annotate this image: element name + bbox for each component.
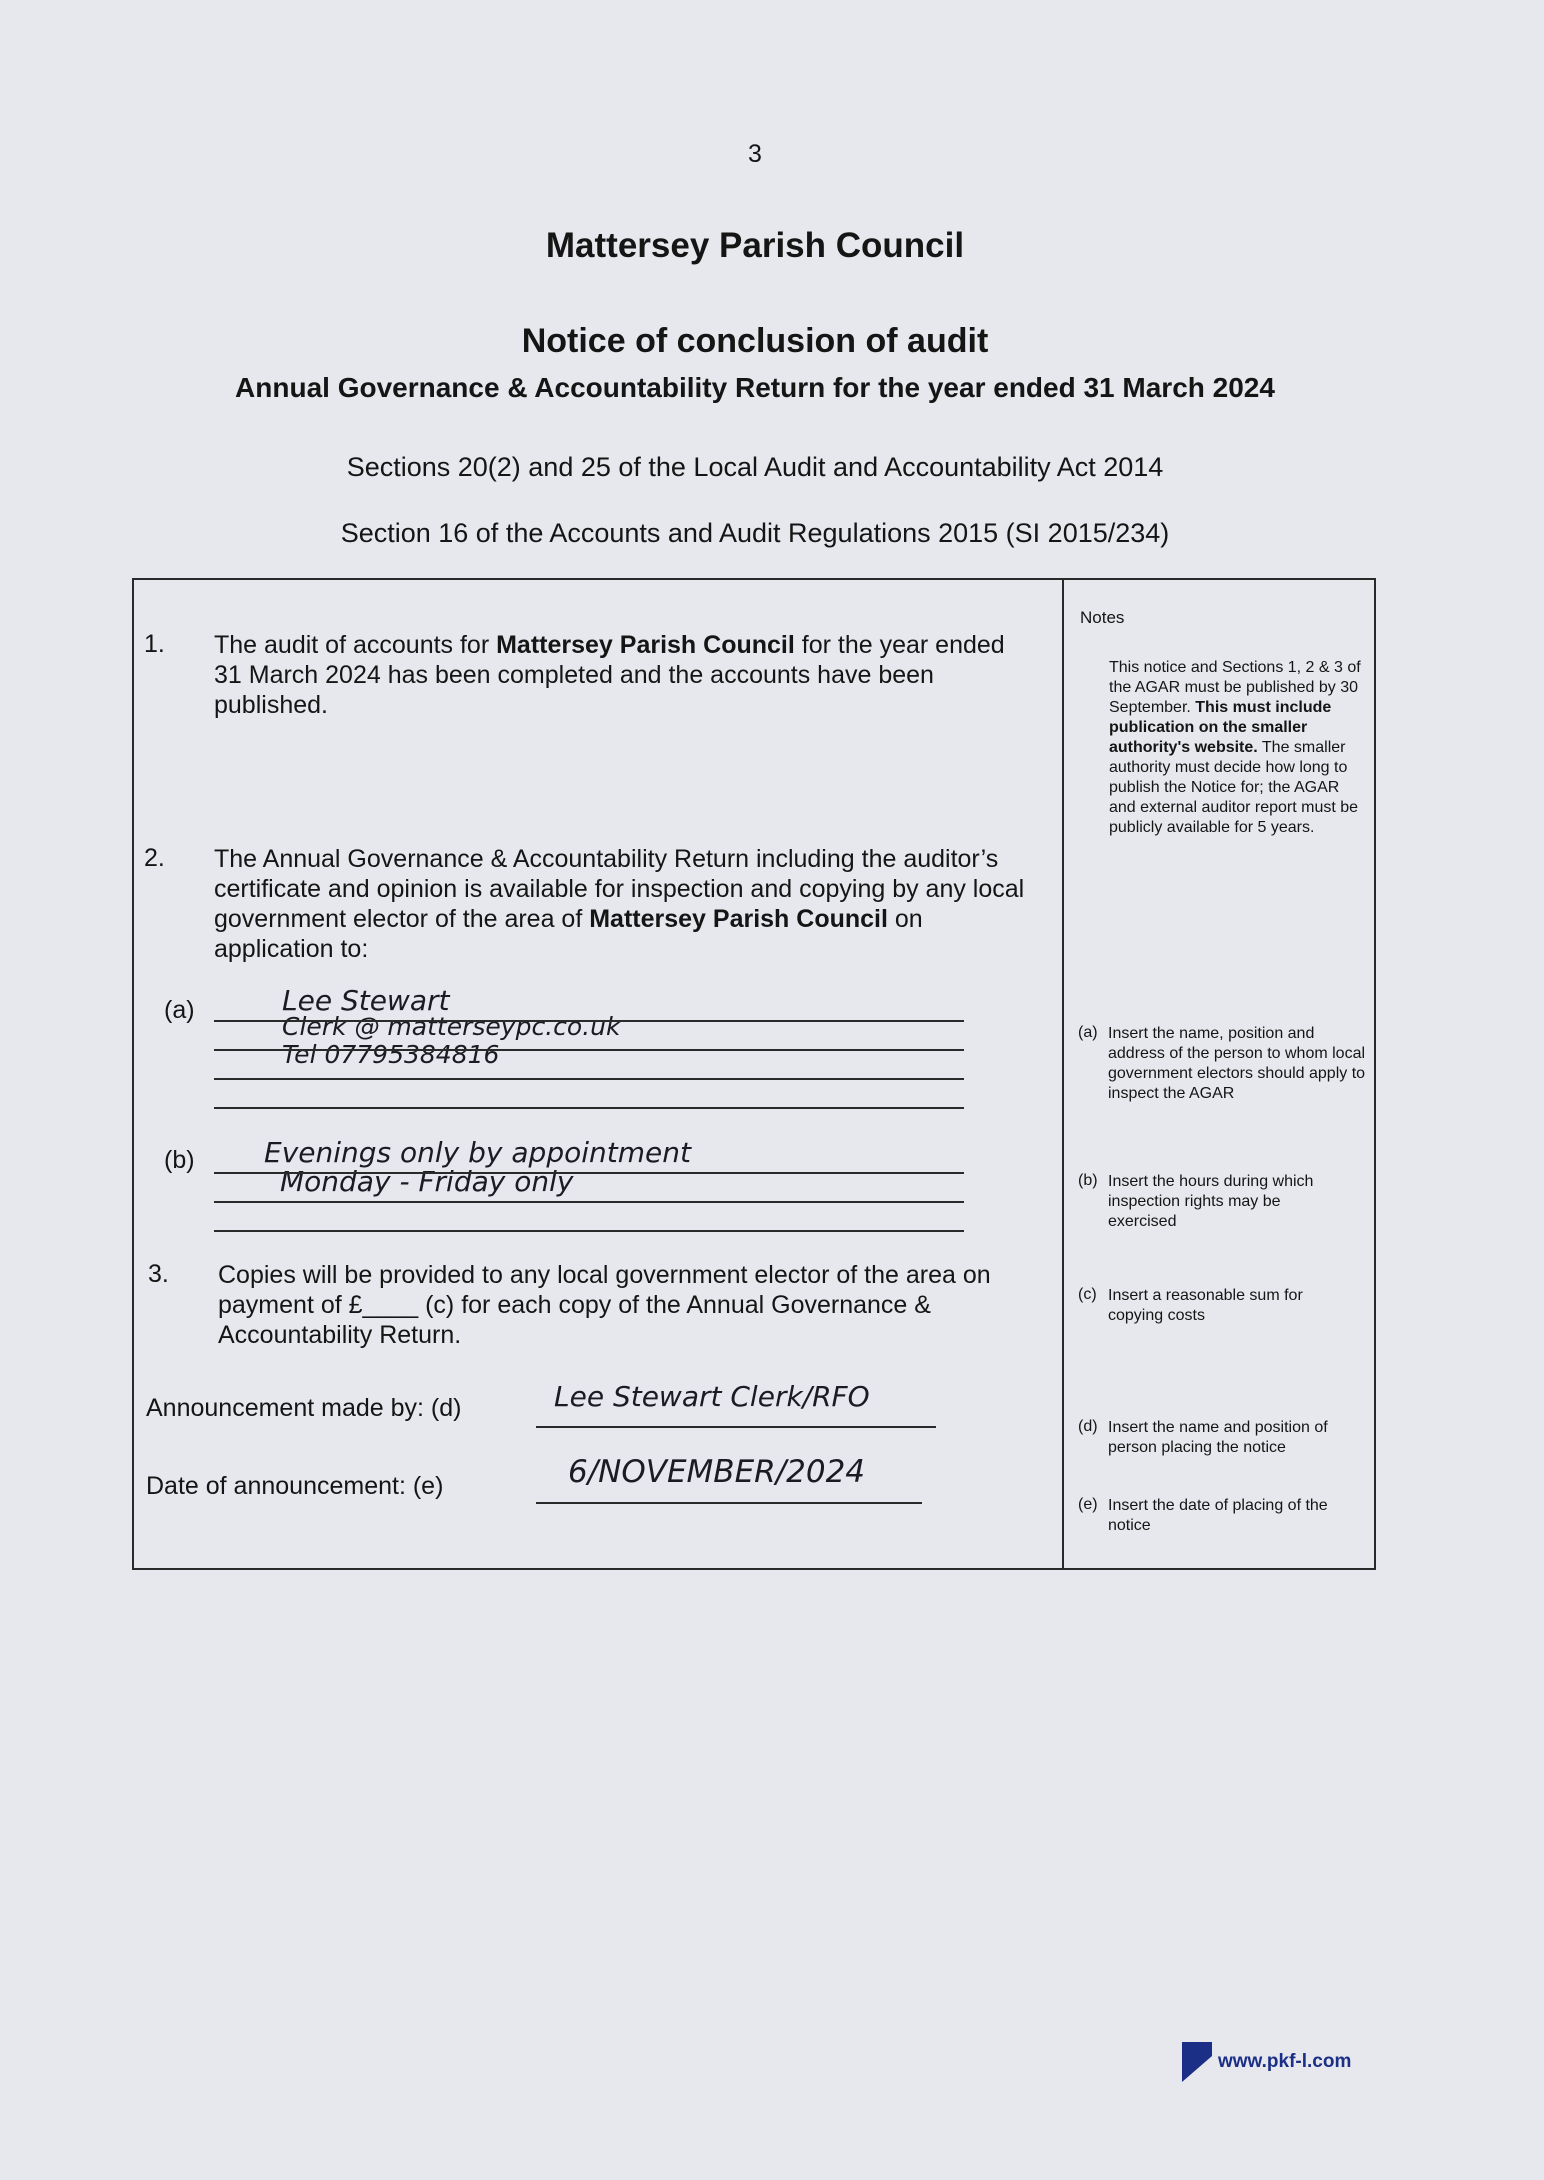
item-3-text [218, 1260, 1034, 1350]
notes-main-b: The smaller authority must decide how long to publish the Notice for; the AGAR and external auditor report must be publicly available for 5 years. [1109, 739, 1359, 836]
item-2-council-name: Mattersey Parish Council [589, 905, 888, 933]
field-a-label: (a) [164, 996, 195, 1024]
note-e-tag: (e) [1078, 1496, 1098, 1513]
pkf-logo[interactable] [1182, 2042, 1351, 2082]
notes-heading: Notes [1080, 608, 1125, 627]
item-3-text-b: (c) for each copy of the Annual Governance & Accountability Return. [218, 1291, 931, 1349]
item-1-text-a: The audit of accounts for [214, 631, 497, 659]
item-2-text-a: The Annual Governance & Accountability Return including the auditor’s certificate and opinion is available for inspection and copying by any local government elector of the area of [214, 845, 1025, 933]
return-title: Annual Governance & Accountability Return for the year ended 31 March 2024 [235, 372, 1275, 403]
field-b-rule-3 [214, 1230, 964, 1232]
item-3-blank: ____ [362, 1291, 419, 1319]
item-1-council-name: Mattersey Parish Council [496, 631, 795, 659]
item-3-number: 3. [148, 1260, 169, 1288]
date-rule [536, 1502, 922, 1504]
item-2-number: 2. [144, 844, 165, 872]
field-a-line-2[interactable]: Clerk @ matterseypc.co.uk [282, 1012, 621, 1041]
footer-url[interactable]: www.pkf-l.com [1218, 2051, 1352, 2072]
field-a-line-1[interactable]: Lee Stewart [282, 984, 450, 1017]
field-a-rule-4 [214, 1107, 964, 1109]
note-d: Insert the name and position of person placing the notice [1108, 1419, 1328, 1456]
date-label: Date of announcement: (e) [146, 1472, 444, 1500]
note-c-tag: (c) [1078, 1286, 1097, 1303]
announcement-rule [536, 1426, 936, 1428]
act-sections-line: Sections 20(2) and 25 of the Local Audit and Accountability Act 2014 [346, 452, 1164, 482]
regulations-line: Section 16 of the Accounts and Audit Regulations 2015 (SI 2015/234) [340, 518, 1170, 548]
field-b-line-2[interactable]: Monday - Friday only [280, 1165, 574, 1198]
field-b-rule-1 [214, 1172, 964, 1174]
pkf-logo-icon [1182, 2042, 1212, 2082]
notice-title: Notice of conclusion of audit [521, 322, 989, 360]
item-2-text-b: on application to: [214, 905, 923, 963]
note-a: Insert the name, position and address of the person to whom local government electors should apply to inspect the AGAR [1108, 1025, 1366, 1102]
note-a-tag: (a) [1078, 1024, 1098, 1041]
notes-main-a: This notice and Sections 1, 2 & 3 of the AGAR must be published by 30 September. [1109, 659, 1361, 716]
announcement-value[interactable]: Lee Stewart Clerk/RFO [554, 1380, 870, 1413]
note-c: Insert a reasonable sum for copying costs [1108, 1287, 1303, 1324]
item-3-text-a: Copies will be provided to any local government elector of the area on payment of £ [218, 1261, 991, 1319]
field-b-label: (b) [164, 1146, 195, 1174]
note-d-tag: (d) [1078, 1418, 1098, 1435]
council-title: Mattersey Parish Council [545, 226, 965, 265]
item-1-text [214, 630, 1034, 720]
item-1-number: 1. [144, 630, 165, 658]
field-a-rule-2 [214, 1049, 964, 1051]
column-divider [1062, 580, 1064, 1568]
notice-table [132, 578, 1376, 1570]
field-a-line-3[interactable]: Tel 07795384816 [282, 1040, 500, 1069]
field-a-rule-3 [214, 1078, 964, 1080]
notes-main-bold: This must include publication on the smaller authority's website. [1109, 699, 1332, 756]
item-2-text [214, 844, 1034, 964]
date-value[interactable]: 6/NOVEMBER/2024 [568, 1454, 866, 1490]
field-b-rule-2 [214, 1201, 964, 1203]
field-b-line-1[interactable]: Evenings only by appointment [264, 1136, 691, 1169]
item-1-text-b: for the year ended 31 March 2024 has been completed and the accounts have been published. [214, 631, 1005, 719]
note-e: Insert the date of placing of the notice [1108, 1497, 1328, 1534]
note-b: Insert the hours during which inspection rights may be exercised [1108, 1173, 1314, 1230]
notes-main [1109, 658, 1364, 838]
page-number: 3 [748, 140, 762, 168]
announcement-label: Announcement made by: (d) [146, 1394, 462, 1422]
note-b-tag: (b) [1078, 1172, 1098, 1189]
field-a-rule-1 [214, 1020, 964, 1022]
